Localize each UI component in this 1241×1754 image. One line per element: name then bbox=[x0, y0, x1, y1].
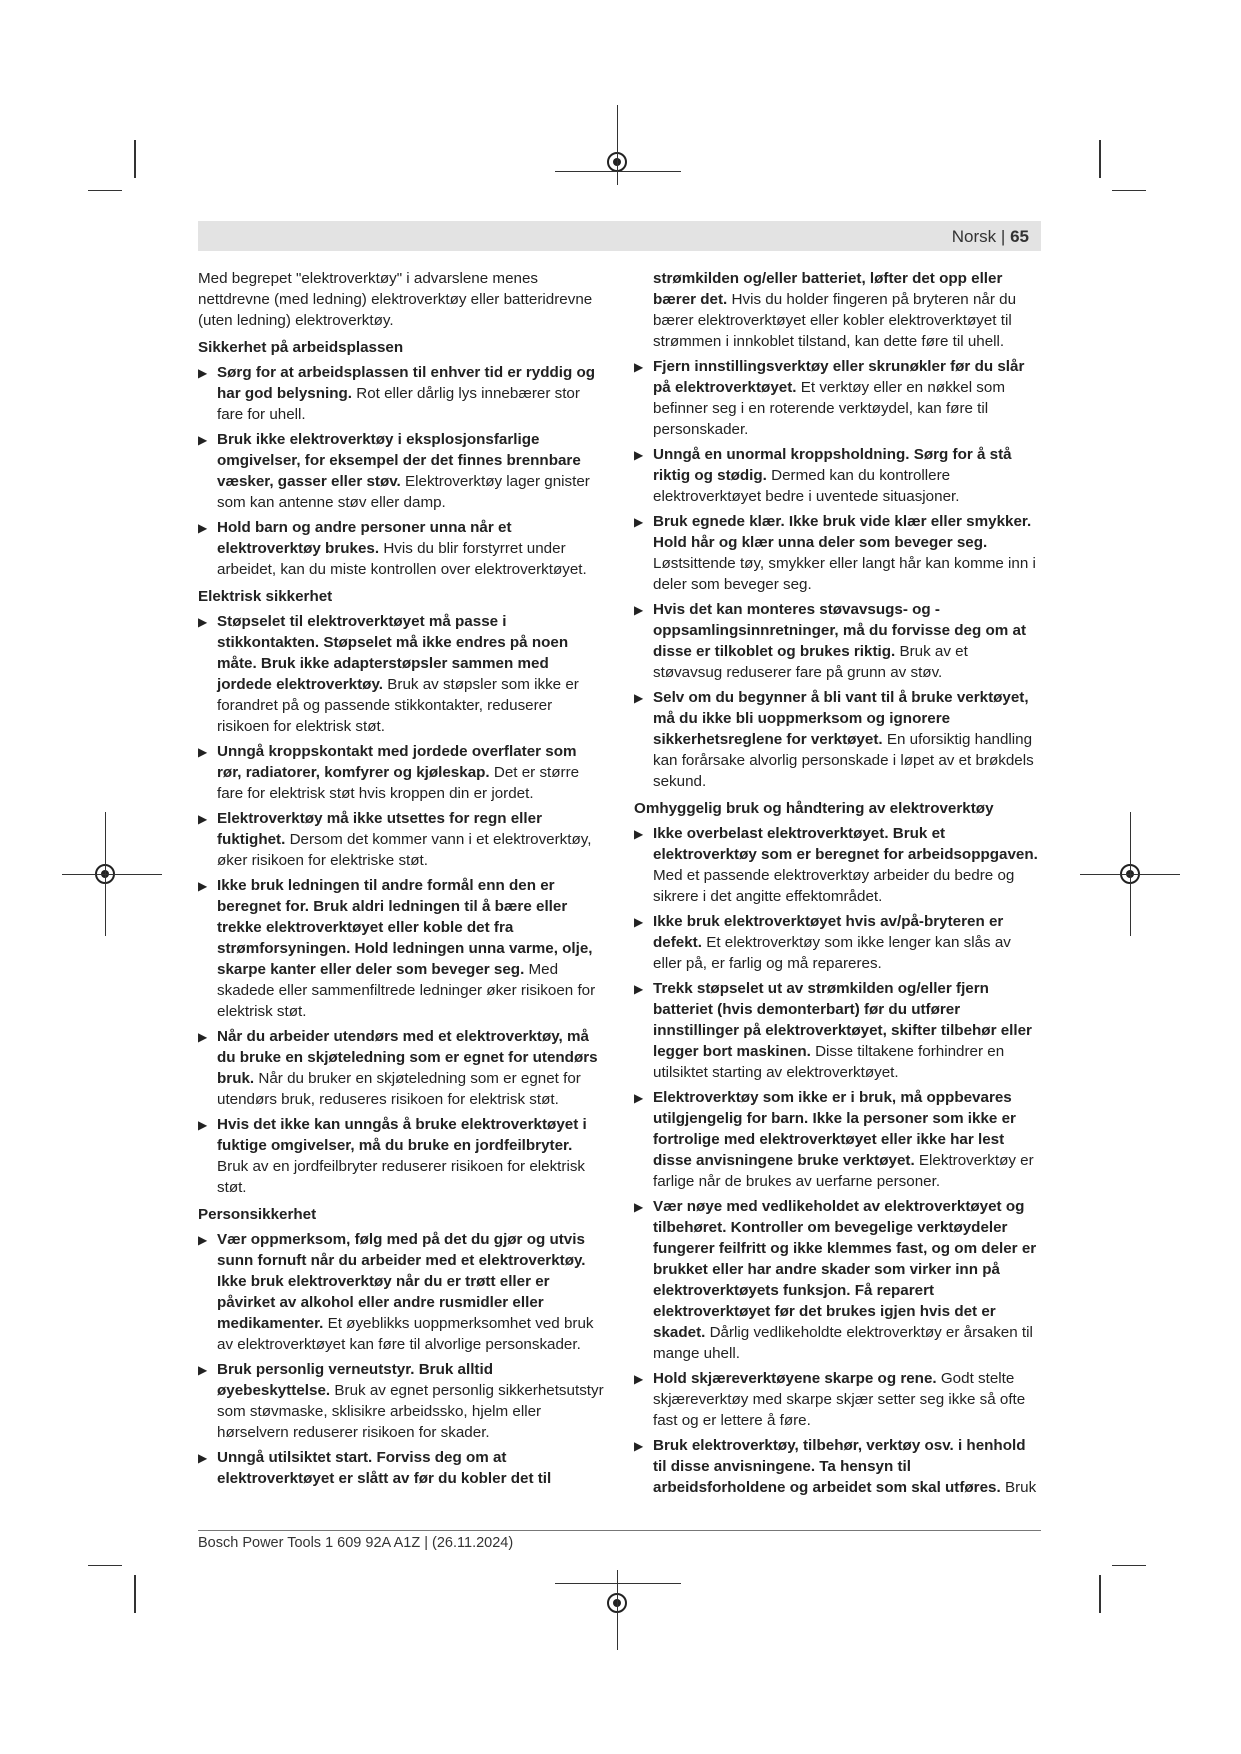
list-item bbox=[198, 429, 604, 513]
item-bold-text: Bruk ikke elektroverktøy i eksplosjonsfarlige omgivelser, for eksempel der det finnes brennbare væsker, gasser eller støv. bbox=[217, 431, 581, 490]
bullet-icon: ▶ bbox=[634, 1091, 644, 1105]
list-item bbox=[634, 511, 1040, 595]
item-text: Dermed kan du kontrollere elektroverktøyet bedre i uventede situasjoner. bbox=[653, 467, 960, 505]
bullet-icon: ▶ bbox=[634, 515, 644, 529]
bullet-icon: ▶ bbox=[634, 691, 644, 705]
item-bold-text: Ikke overbelast elektroverktøyet. Bruk et elektroverktøy som er beregnet for arbeidsoppgaven. bbox=[653, 825, 1038, 863]
left-column bbox=[198, 268, 604, 1493]
list-item bbox=[634, 1368, 1040, 1431]
list-item bbox=[198, 741, 604, 804]
item-bold-text: Hvis det ikke kan unngås å bruke elektroverktøyet i fuktige omgivelser, må du bruke en jordfeilbryter. bbox=[217, 1116, 587, 1154]
section-heading: Elektrisk sikkerhet bbox=[198, 588, 333, 605]
item-text: Bruk av en jordfeilbryter reduserer risikoen for elektrisk støt. bbox=[217, 1158, 586, 1196]
item-text: En uforsiktig handling kan forårsake alvorlig personskade i løpet av et brøkdels sekund. bbox=[653, 731, 1034, 790]
crop-mark bbox=[1099, 1575, 1101, 1613]
bullet-icon: ▶ bbox=[198, 366, 208, 380]
bullet-icon: ▶ bbox=[198, 1118, 208, 1132]
item-text: Det er større fare for elektrisk støt hvis kroppen din er jordet. bbox=[217, 764, 580, 802]
item-text: Dersom det kommer vann i et elektroverktøy, øker risikoen for elektriske støt. bbox=[217, 831, 592, 869]
crop-mark bbox=[88, 1565, 122, 1566]
item-text: Bruk av støpsler som ikke er forandret på og passende stikkontakter, reduserer risikoen for elektrisk støt. bbox=[217, 676, 579, 735]
item-text: Rot eller dårlig lys innebærer stor fare for uhell. bbox=[217, 385, 580, 423]
item-bold-text: Vær oppmerksom, følg med på det du gjør og utvis sunn fornuft når du arbeider med et elektroverktøy. Ikke bruk elektroverktøy når du er trøtt eller er påvirket av alkohol eller andre rusmidler eller medikamenter. bbox=[217, 1231, 586, 1332]
crop-mark bbox=[134, 140, 136, 178]
bullet-icon: ▶ bbox=[634, 448, 644, 462]
crop-mark bbox=[617, 105, 618, 185]
item-text: Bruk bbox=[1004, 1479, 1037, 1496]
bullet-icon: ▶ bbox=[634, 915, 644, 929]
page-number: 65 bbox=[1010, 227, 1029, 246]
bullet-icon: ▶ bbox=[634, 1372, 644, 1386]
list-item bbox=[198, 1447, 604, 1489]
bullet-icon: ▶ bbox=[198, 1030, 208, 1044]
item-bold-text: Ikke bruk elektroverktøyet hvis av/på-bryteren er defekt. bbox=[653, 913, 1004, 951]
item-bold-text: Ikke bruk ledningen til andre formål enn den er beregnet for. Bruk aldri ledningen til å bære eller trekke elektroverktøyet eller koble det fra strømforsyningen. Hold ledningen unna varme, olje, skarpe kanter eller deler som beveger seg. bbox=[217, 877, 593, 978]
item-bold-text: Vær nøye med vedlikeholdet av elektroverktøyet og tilbehøret. Kontroller om bevegelige verktøydeler fungerer feilfritt og ikke klemmes fast, og om deler er brukket eller har andre skader som virker inn på elektroverktøyets funksjon. Få reparert elektroverktøyet før det brukes igjen hvis det er skadet. bbox=[653, 1198, 1037, 1341]
item-bold-text: Hvis det kan monteres støvavsugs- og -oppsamlingsinnretninger, må du forvisse deg om at disse er tilkoblet og brukes riktig. bbox=[653, 601, 1027, 660]
list-item bbox=[634, 1196, 1040, 1364]
bullet-icon: ▶ bbox=[634, 1200, 644, 1214]
list-item bbox=[634, 599, 1040, 683]
item-text: Løstsittende tøy, smykker eller langt hår kan komme inn i deler som beveger seg. bbox=[653, 555, 1036, 593]
list-item bbox=[198, 875, 604, 1022]
item-text: Et øyeblikks uoppmerksomhet ved bruk av elektroverktøyet kan føre til alvorlige personskader. bbox=[217, 1315, 594, 1353]
crop-mark bbox=[1080, 874, 1180, 875]
item-text: Elektroverktøy lager gnister som kan antenne støv eller damp. bbox=[217, 473, 590, 511]
item-bold-text: Unngå kroppskontakt med jordede overflater som rør, radiatorer, komfyrer og kjøleskap. bbox=[217, 743, 577, 781]
bullet-icon: ▶ bbox=[198, 433, 208, 447]
item-text: Elektroverktøy er farlige når de brukes av uerfarne personer. bbox=[653, 1152, 1034, 1190]
crop-mark bbox=[134, 1575, 136, 1613]
crop-mark bbox=[1099, 140, 1101, 178]
item-text: Disse tiltakene forhindrer en utilsiktet starting av elektroverktøyet. bbox=[653, 1043, 1005, 1081]
bullet-icon: ▶ bbox=[198, 812, 208, 826]
item-bold-text: Bruk personlig verneutstyr. Bruk alltid øyebeskyttelse. bbox=[217, 1361, 493, 1399]
section-heading: Omhyggelig bruk og håndtering av elektroverktøy bbox=[634, 800, 994, 817]
list-item-continued bbox=[634, 268, 1040, 352]
item-bold-text: Når du arbeider utendørs med et elektroverktøy, må du bruke en skjøteledning som er egnet for utendørs bruk. bbox=[217, 1028, 598, 1087]
list-item bbox=[634, 911, 1040, 974]
item-bold-text: Fjern innstillingsverktøy eller skrunøkler før du slår på elektroverktøyet. bbox=[653, 358, 1025, 396]
page-footer: Bosch Power Tools 1 609 92A A1Z | (26.11.2024) bbox=[198, 1535, 514, 1551]
item-bold-text: Bruk egnede klær. Ikke bruk vide klær eller smykker. Hold hår og klær unna deler som beveger seg. bbox=[653, 513, 1032, 551]
item-bold-text: strømkilden og/eller batteriet, løfter det opp eller bærer det. bbox=[653, 270, 1003, 308]
item-text: Hvis du holder fingeren på bryteren når du bærer elektroverktøyet eller kobler elektroverktøyet til strømmen i innkoblet tilstand, kan dette føre til uhell. bbox=[653, 291, 1017, 350]
item-bold-text: Unngå utilsiktet start. Forviss deg om at elektroverktøyet er slått av før du kobler det til bbox=[217, 1449, 552, 1487]
item-text: Når du bruker en skjøteledning som er egnet for utendørs bruk, reduseres risikoen for elektrisk støt. bbox=[217, 1070, 581, 1108]
bullet-icon: ▶ bbox=[198, 615, 208, 629]
item-text: Med et passende elektroverktøy arbeider du bedre og sikrere i det angitte effektområdet. bbox=[653, 867, 1015, 905]
bullet-icon: ▶ bbox=[198, 521, 208, 535]
header-separator: | bbox=[1000, 227, 1006, 246]
crop-mark bbox=[617, 1570, 618, 1650]
item-text: Et verktøy eller en nøkkel som befinner seg i en roterende verktøydel, kan føre til personskader. bbox=[653, 379, 1005, 438]
list-item bbox=[198, 517, 604, 580]
bullet-icon: ▶ bbox=[198, 1451, 208, 1465]
list-item bbox=[634, 1435, 1040, 1498]
item-bold-text: Hold skjæreverktøyene skarpe og rene. bbox=[653, 1370, 937, 1387]
list-item bbox=[634, 687, 1040, 792]
crop-mark bbox=[555, 171, 681, 172]
item-bold-text: Unngå en unormal kroppsholdning. Sørg for å stå riktig og stødig. bbox=[653, 446, 1012, 484]
list-item bbox=[634, 444, 1040, 507]
bullet-icon: ▶ bbox=[198, 745, 208, 759]
bullet-icon: ▶ bbox=[634, 1439, 644, 1453]
item-text: Godt stelte skjæreverktøy med skarpe skjær setter seg ikke så ofte fast og er lettere å føre. bbox=[653, 1370, 1026, 1429]
page-language-number bbox=[952, 227, 1029, 247]
item-bold-text: Trekk støpselet ut av strømkilden og/eller fjern batteriet (hvis demonterbart) før du utfører innstillinger på elektroverktøyet, skifter tilbehør eller legger bort maskinen. bbox=[653, 980, 1032, 1060]
item-text: Bruk av egnet personlig sikkerhetsutstyr som støvmaske, sklisikre arbeidssko, hjelm eller hørselvern reduserer risikoen for skader. bbox=[217, 1382, 604, 1441]
item-bold-text: Elektroverktøy som ikke er i bruk, må oppbevares utilgjengelig for barn. Ikke la personer som ikke er fortrolige med elektroverktøyet eller ikke har lest disse anvisningene bruke verktøyet. bbox=[653, 1089, 1016, 1169]
list-item bbox=[634, 978, 1040, 1083]
bullet-icon: ▶ bbox=[198, 879, 208, 893]
list-item bbox=[198, 1026, 604, 1110]
crop-mark bbox=[1112, 1565, 1146, 1566]
intro-paragraph: Med begrepet "elektroverktøy" i advarslene menes nettdrevne (med ledning) elektroverktøy eller batteridrevne (uten ledning) elektroverktøy. bbox=[198, 270, 593, 329]
item-text: Hvis du blir forstyrret under arbeidet, kan du miste kontrollen over elektroverktøyet. bbox=[217, 540, 587, 578]
footer-divider bbox=[198, 1530, 1041, 1531]
item-text: Bruk av et støvavsug reduserer fare på grunn av støv. bbox=[653, 643, 968, 681]
section-heading: Personsikkerhet bbox=[198, 1206, 317, 1223]
bullet-icon: ▶ bbox=[198, 1363, 208, 1377]
bullet-icon: ▶ bbox=[198, 1233, 208, 1247]
item-bold-text: Støpselet til elektroverktøyet må passe i stikkontakten. Støpselet må ikke endres på noen måte. Bruk ikke adapterstøpsler sammen med jordede elektroverktøy. bbox=[217, 613, 569, 693]
list-item bbox=[198, 808, 604, 871]
item-bold-text: Bruk elektroverktøy, tilbehør, verktøy osv. i henhold til disse anvisningene. Ta hensyn til arbeidsforholdene og arbeidet som skal utføres. bbox=[653, 1437, 1026, 1496]
list-item bbox=[634, 1087, 1040, 1192]
item-bold-text: Sørg for at arbeidsplassen til enhver tid er ryddig og har god belysning. bbox=[217, 364, 596, 402]
list-item bbox=[198, 611, 604, 737]
list-item bbox=[198, 362, 604, 425]
crop-mark bbox=[62, 874, 162, 875]
list-item bbox=[634, 356, 1040, 440]
item-text: Et elektroverktøy som ikke lenger kan slås av eller på, er farlig og må repareres. bbox=[653, 934, 1011, 972]
section-heading: Sikkerhet på arbeidsplassen bbox=[198, 339, 404, 356]
header-language: Norsk bbox=[951, 227, 997, 246]
item-bold-text: Hold barn og andre personer unna når et elektroverktøy brukes. bbox=[217, 519, 512, 557]
right-column bbox=[634, 268, 1040, 1502]
list-item bbox=[198, 1229, 604, 1355]
list-item bbox=[198, 1359, 604, 1443]
list-item bbox=[634, 823, 1040, 907]
item-bold-text: Selv om du begynner å bli vant til å bruke verktøyet, må du ikke bli uoppmerksom og ignorere sikkerhetsreglene for verktøyet. bbox=[653, 689, 1029, 748]
bullet-icon: ▶ bbox=[634, 982, 644, 996]
crop-mark bbox=[1112, 190, 1146, 191]
bullet-icon: ▶ bbox=[634, 827, 644, 841]
crop-mark bbox=[88, 190, 122, 191]
item-bold-text: Elektroverktøy må ikke utsettes for regn eller fuktighet. bbox=[217, 810, 542, 848]
bullet-icon: ▶ bbox=[634, 603, 644, 617]
bullet-icon: ▶ bbox=[634, 360, 644, 374]
item-text: Med skadede eller sammenfiltrede ledninger øker risikoen for elektrisk støt. bbox=[217, 961, 596, 1020]
list-item bbox=[198, 1114, 604, 1198]
crop-mark bbox=[555, 1583, 681, 1584]
page-header bbox=[198, 221, 1041, 251]
item-text: Dårlig vedlikeholdte elektroverktøy er årsaken til mange uhell. bbox=[653, 1324, 1033, 1362]
